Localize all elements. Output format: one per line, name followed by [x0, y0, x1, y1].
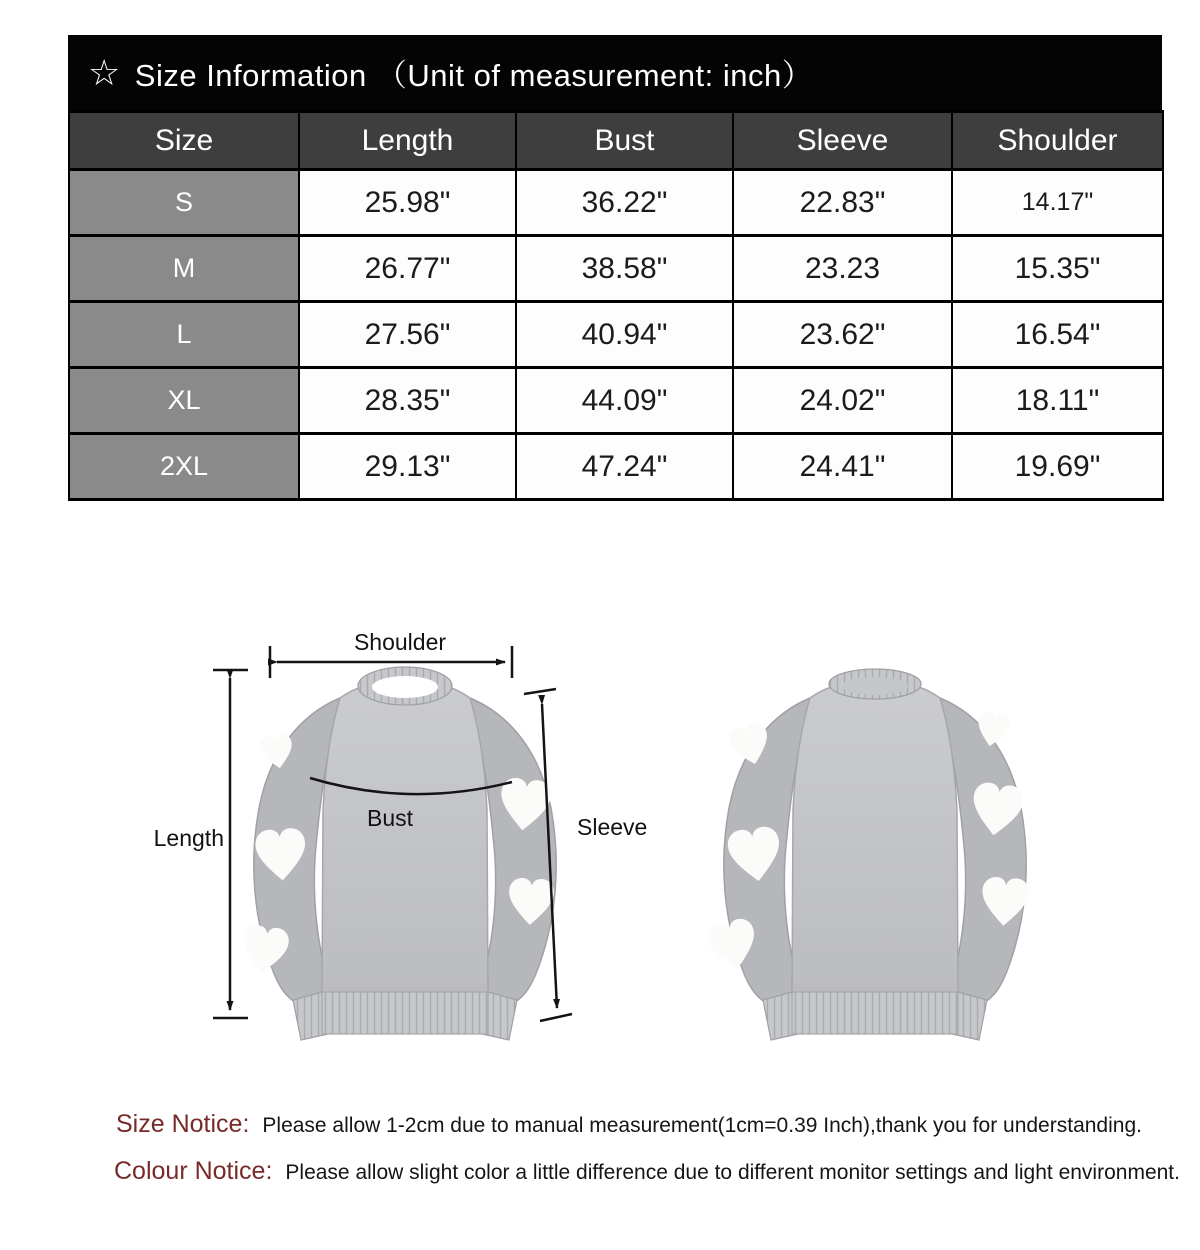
table-header-row	[69, 112, 1163, 170]
table-row-2xl	[69, 434, 1163, 500]
measurement-diagram	[100, 620, 1100, 1060]
value-cell: 22.83"	[733, 170, 952, 236]
colour-notice-text: Please allow slight color a little difference due to different monitor settings and light environment.	[285, 1161, 1180, 1184]
size-notice	[116, 1110, 1142, 1139]
bust-label: Bust	[366, 805, 414, 831]
size-notice-label: Size Notice:	[116, 1110, 250, 1138]
length-label: Length	[153, 825, 224, 851]
value-cell: 16.54"	[952, 302, 1163, 368]
front-view-illustration	[240, 667, 557, 1040]
value-cell: 26.77"	[299, 236, 516, 302]
value-cell: 44.09"	[516, 368, 733, 434]
value-cell: 24.41"	[733, 434, 952, 500]
col-header-bust: Bust	[516, 112, 733, 170]
title-bar	[68, 35, 1162, 110]
size-cell: L	[69, 302, 299, 368]
col-header-size: Size	[69, 112, 299, 170]
table-row-xl	[69, 368, 1163, 434]
value-cell: 23.62"	[733, 302, 952, 368]
star-icon: ☆	[88, 51, 121, 93]
colour-notice	[114, 1157, 1180, 1186]
table-row-s	[69, 170, 1163, 236]
table-row-l	[69, 302, 1163, 368]
col-header-sleeve: Sleeve	[733, 112, 952, 170]
value-cell: 15.35"	[952, 236, 1163, 302]
size-notice-text: Please allow 1-2cm due to manual measurement(1cm=0.39 Inch),thank you for understanding.	[262, 1114, 1142, 1137]
page-title: Size Information （Unit of measurement: inch）	[134, 58, 814, 93]
value-cell: 38.58"	[516, 236, 733, 302]
colour-notice-label: Colour Notice:	[114, 1157, 273, 1185]
value-cell: 19.69"	[952, 434, 1163, 500]
size-cell: M	[69, 236, 299, 302]
value-cell: 14.17"	[952, 170, 1163, 236]
value-cell: 25.98"	[299, 170, 516, 236]
value-cell: 36.22"	[516, 170, 733, 236]
value-cell: 40.94"	[516, 302, 733, 368]
value-cell: 27.56"	[299, 302, 516, 368]
value-cell: 29.13"	[299, 434, 516, 500]
sleeve-label: Sleeve	[577, 814, 648, 840]
back-view-illustration	[705, 669, 1030, 1040]
col-header-length: Length	[299, 112, 516, 170]
size-cell: S	[69, 170, 299, 236]
value-cell: 28.35"	[299, 368, 516, 434]
col-header-shoulder: Shoulder	[952, 112, 1163, 170]
table-row-m	[69, 236, 1163, 302]
size-table	[68, 110, 1164, 501]
shoulder-label: Shoulder	[353, 629, 447, 655]
value-cell: 47.24"	[516, 434, 733, 500]
size-cell: XL	[69, 368, 299, 434]
value-cell: 18.11"	[952, 368, 1163, 434]
value-cell: 23.23	[733, 236, 952, 302]
value-cell: 24.02"	[733, 368, 952, 434]
size-cell: 2XL	[69, 434, 299, 500]
